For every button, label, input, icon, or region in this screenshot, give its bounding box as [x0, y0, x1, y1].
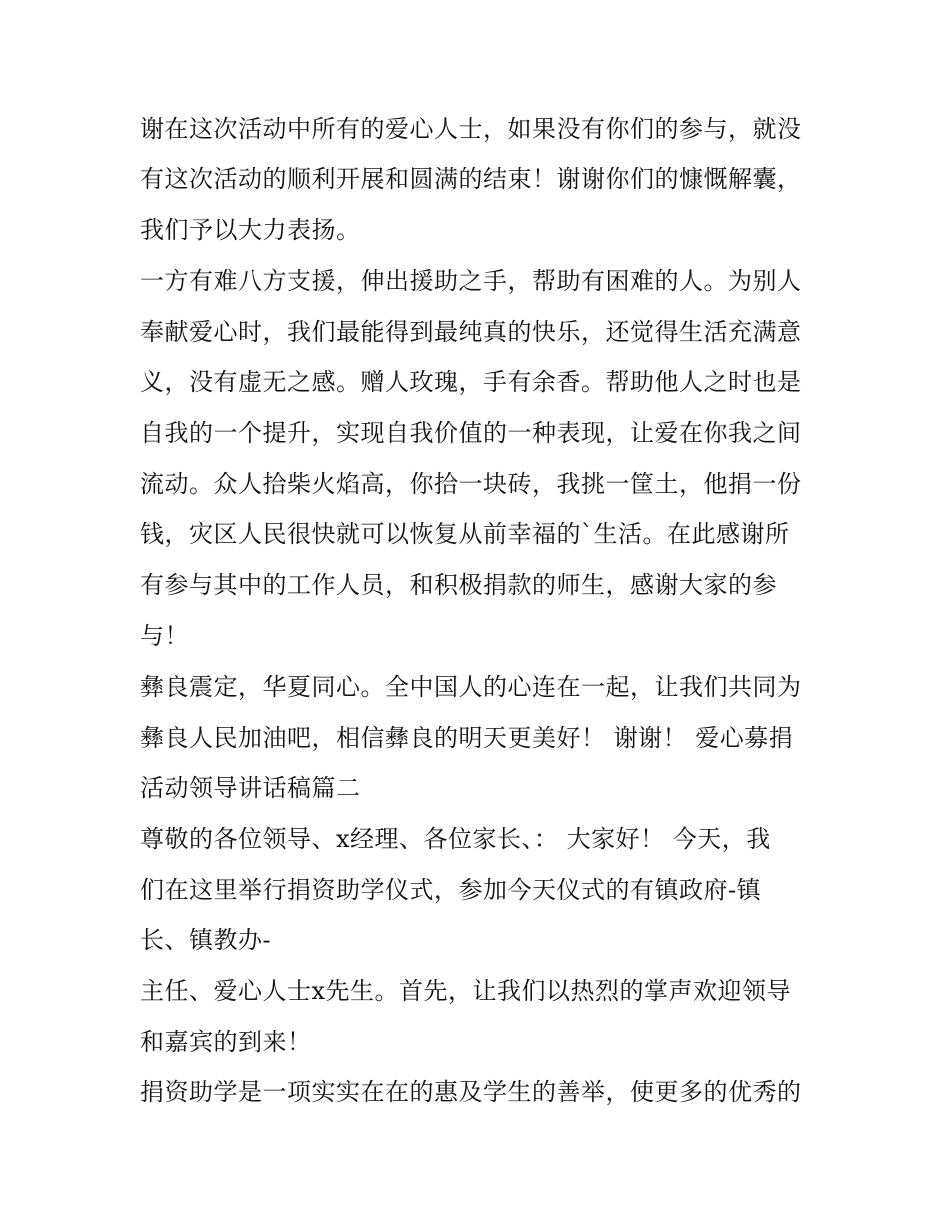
text-line: 主任、爱心人士x先生。首先，让我们以热烈的掌声欢迎领导	[140, 977, 792, 1005]
text-line: 和嘉宾的到来！	[140, 1028, 312, 1056]
text-line: 流动。众人拾柴火焰高，你拾一块砖，我挑一筐土，他捐一份	[140, 470, 802, 498]
text-line: 捐资助学是一项实实在在的惠及学生的善举，使更多的优秀的	[140, 1078, 802, 1106]
text-line: 们在这里举行捐资助学仪式，参加今天仪式的有镇政府-镇	[140, 876, 762, 904]
text-line: 长、镇教办-	[140, 926, 272, 954]
text-line: 义，没有虚无之感。赠人玫瑰，手有余香。帮助他人之时也是	[140, 368, 802, 396]
text-line: 有这次活动的顺利开展和圆满的结束！谢谢你们的慷慨解囊，	[140, 165, 802, 193]
text-line: 谢在这次活动中所有的爱心人士，如果没有你们的参与，就没	[140, 115, 802, 143]
text-line: 我们予以大力表扬。	[140, 216, 361, 244]
text-line: 尊敬的各位领导、x经理、各位家长、： 大家好！ 今天，我	[140, 825, 771, 853]
section-heading: 活动领导讲话稿篇二	[140, 774, 361, 802]
text-line: 有参与其中的工作人员，和积极捐款的师生，感谢大家的参	[140, 571, 777, 599]
text-line: 一方有难八方支援，伸出援助之手，帮助有困难的人。为别人	[140, 267, 802, 295]
text-line: 钱，灾区人民很快就可以恢复从前幸福的`生活。在此感谢所	[140, 520, 790, 548]
text-line: 奉献爱心时，我们最能得到最纯真的快乐，还觉得生活充满意	[140, 318, 802, 346]
text-line: 与！	[140, 622, 189, 650]
text-line: 彝良震定，华夏同心。全中国人的心连在一起，让我们共同为	[140, 673, 802, 701]
text-line: 自我的一个提升，实现自我价值的一种表现，让爱在你我之间	[140, 419, 802, 447]
text-line: 彝良人民加油吧，相信彝良的明天更美好！ 谢谢！ 爱心募捐	[140, 724, 794, 752]
